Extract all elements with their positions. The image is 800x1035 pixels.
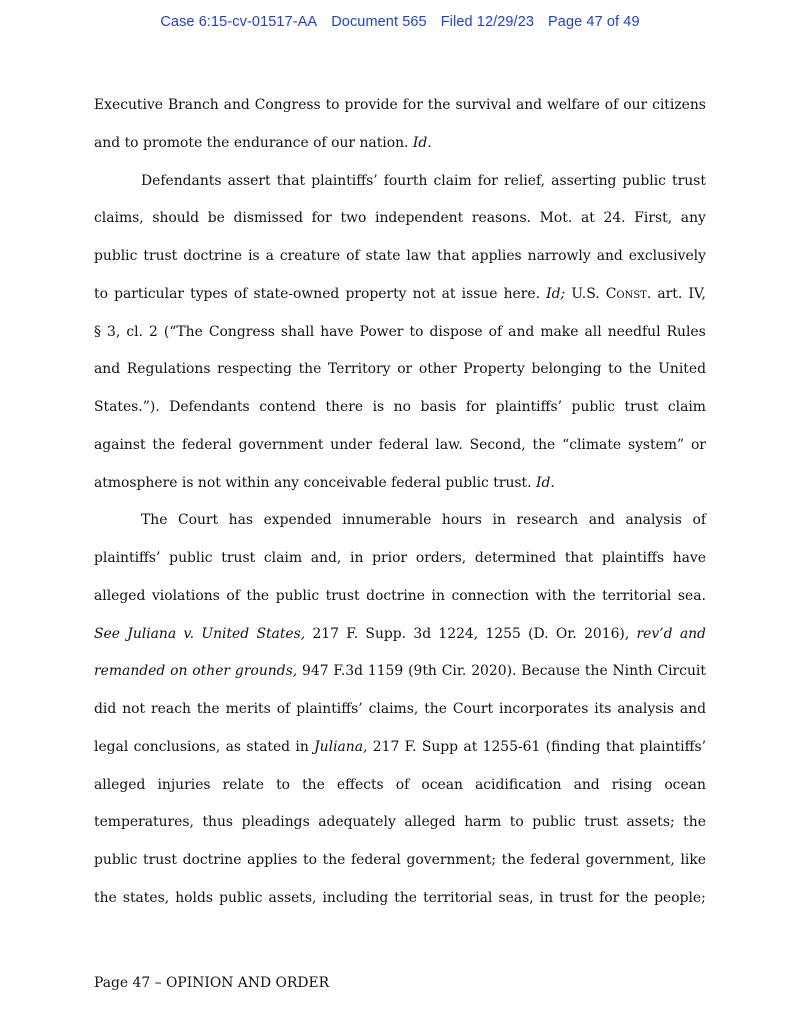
text-line: Executive Branch and Congress to provide for the survival and welfare of our citizens — [94, 97, 706, 113]
text-line: the states, holds public assets, including the territorial seas, in trust for the people; — [94, 889, 706, 906]
page-footer: Page 47 – OPINION AND ORDER — [94, 975, 330, 991]
text-line: alleged injuries relate to the effects of ocean acidification and rising ocean — [94, 776, 706, 793]
text-line: The Court has expended innumerable hours in research and analysis of — [141, 512, 706, 529]
text-line: public trust doctrine applies to the federal government; the federal government, like — [94, 852, 706, 868]
text-line: did not reach the merits of plaintiffs’ claims, the Court incorporates its analysis and — [94, 701, 706, 717]
text-line: atmosphere is not within any conceivable federal public trust. Id. — [94, 474, 555, 491]
text-line: and Regulations respecting the Territory or other Property belonging to the United — [94, 361, 706, 378]
filed-date: Filed 12/29/23 — [440, 14, 535, 30]
text-line: alleged violations of the public trust doctrine in connection with the territorial sea. — [94, 587, 706, 604]
case-header-stamp — [0, 14, 800, 30]
text-line: § 3, cl. 2 (“The Congress shall have Power to dispose of and make all needful Rules — [94, 323, 706, 340]
text-line: to particular types of state-owned property not at issue here. Id; U.S. Const. art. IV, — [94, 285, 706, 302]
text-line: Defendants assert that plaintiffs’ fourth claim for relief, asserting public trust — [141, 172, 706, 189]
text-line: and to promote the endurance of our nation. Id. — [94, 134, 432, 151]
text-line: legal conclusions, as stated in Juliana, 217 F. Supp at 1255-61 (finding that plaintiffs’ — [94, 738, 706, 755]
text-line: plaintiffs’ public trust claim and, in prior orders, determined that plaintiffs have — [94, 550, 706, 566]
page-count: Page 47 of 49 — [548, 14, 640, 30]
text-line: States.”). Defendants contend there is no basis for plaintiffs’ public trust claim — [94, 399, 706, 415]
text-line: temperatures, thus pleadings adequately alleged harm to public trust assets; the — [94, 814, 706, 831]
text-line: claims, should be dismissed for two independent reasons. Mot. at 24. First, any — [94, 210, 706, 227]
opinion-body-text — [94, 95, 706, 926]
document-number: Document 565 — [331, 14, 427, 30]
text-line: remanded on other grounds, 947 F.3d 1159 (9th Cir. 2020). Because the Ninth Circuit — [94, 663, 706, 680]
text-line: against the federal government under federal law. Second, the “climate system” or — [94, 436, 706, 453]
text-line: See Juliana v. United States, 217 F. Supp. 3d 1224, 1255 (D. Or. 2016), rev’d and — [94, 625, 706, 642]
text-line: public trust doctrine is a creature of state law that applies narrowly and exclusively — [94, 248, 706, 264]
case-number: Case 6:15-cv-01517-AA — [160, 14, 318, 30]
